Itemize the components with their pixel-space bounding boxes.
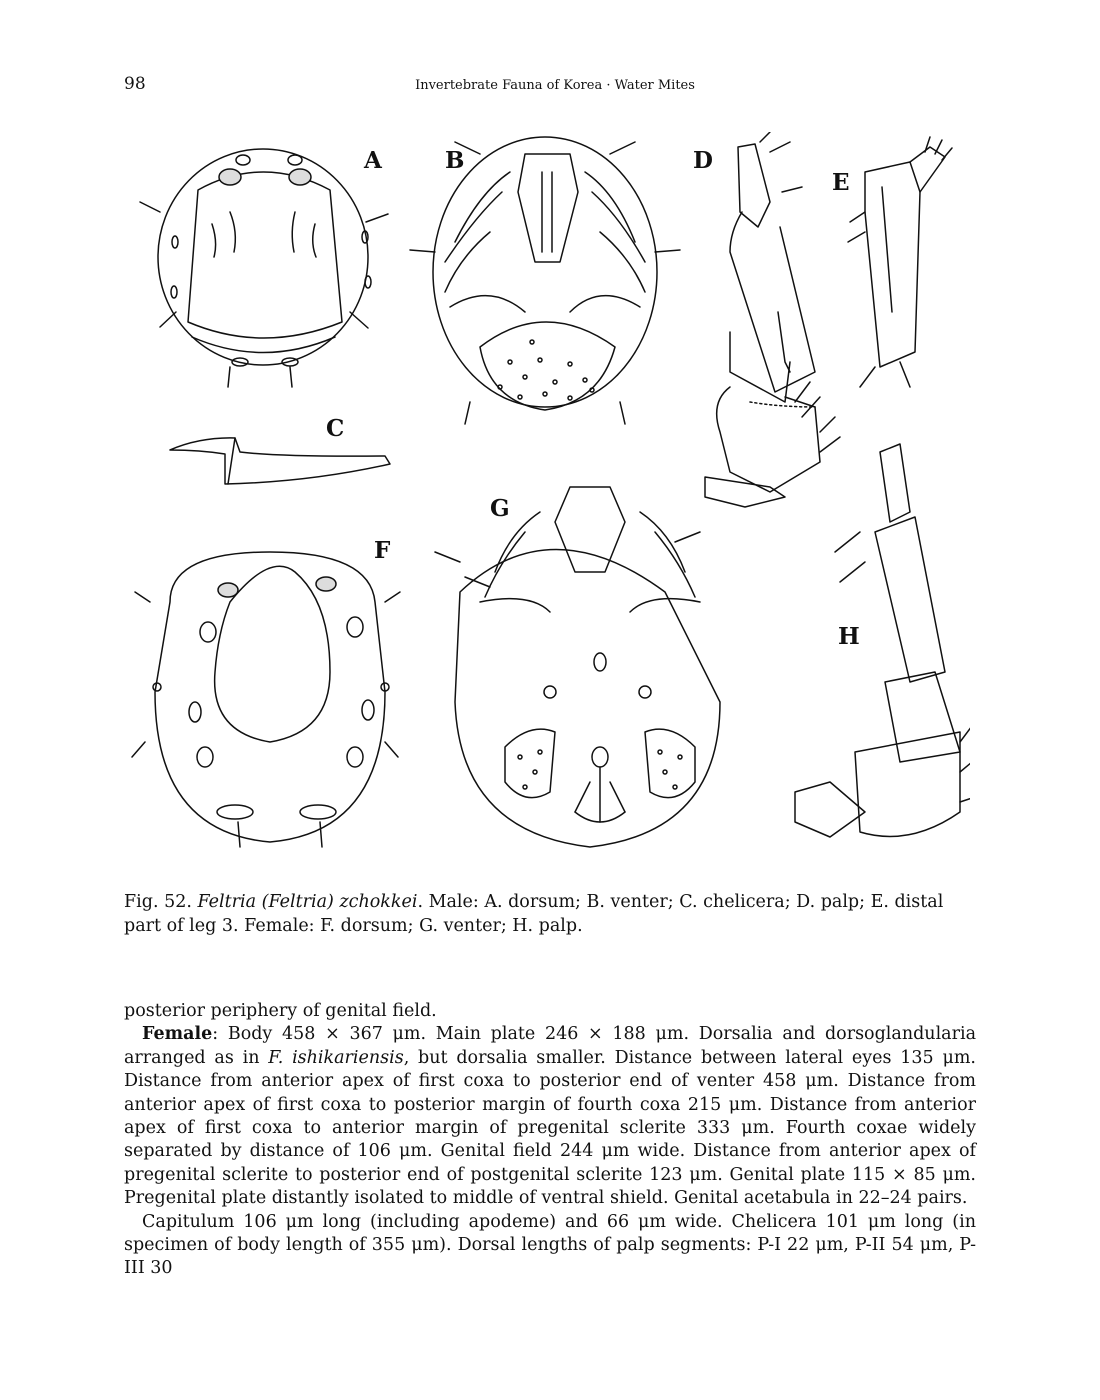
panel-label-b: B [445, 147, 465, 174]
drawing-b-male-venter [410, 137, 680, 424]
species-reference: F. ishikariensis [268, 1047, 404, 1068]
paragraph-3: Capitulum 106 μm long (including apodeme) and 66 μm wide. Chelicera 101 μm long (in specimen of body length of 355 μm). Dorsal lengths of palp segments: P-I 22 μm, P-II 54 μm, P-III 30 [124, 1211, 976, 1279]
panel-label-a: A [364, 147, 382, 174]
drawing-h-female-palp [795, 444, 970, 837]
panel-label-h: H [838, 623, 860, 650]
page-number: 98 [124, 74, 146, 94]
paragraph-2 [124, 1023, 976, 1210]
drawing-a-male-dorsum [140, 149, 388, 387]
figure-plate [130, 132, 970, 862]
caption-text: . Male: A. dorsum; B. venter; C. chelicera; D. palp; E. distal part of leg 3. Female: F. dorsum; G. venter; H. palp. [124, 892, 944, 936]
drawing-f-female-dorsum [132, 552, 400, 847]
drawing-c-chelicera [170, 438, 390, 484]
figure-drawings [130, 132, 970, 862]
panel-label-g: G [490, 495, 510, 522]
running-head: Invertebrate Fauna of Korea · Water Mites [415, 78, 695, 93]
paragraph-2-part-1: : Body 458 × 367 μm. Main plate 246 × 188 μm. Dorsalia and dorsoglandularia arranged as in [124, 1024, 976, 1068]
panel-label-e: E [832, 169, 850, 196]
caption-subgenus: (Feltria) [261, 892, 334, 912]
caption-species: zchokkei [339, 892, 418, 912]
panel-label-f: F [374, 537, 391, 564]
drawing-g-female-venter [435, 487, 720, 847]
panel-label-d: D [693, 147, 713, 174]
body-text [124, 1000, 976, 1281]
paragraph-2-part-2: , but dorsalia smaller. Distance between lateral eyes 135 μm. Distance from anterior apex of first coxa to posterior end of venter 458 μm. Distance from anterior apex of first coxa to posterior margin of fourth coxa 215 μm. Distance from anterior apex of first coxa to anterior margin of pregenital sclerite 333 μm. Fourth coxae widely separated by distance of 106 μm. Genital field 244 μm wide. Distance from anterior apex of pregenital sclerite to posterior end of postgenital sclerite 123 μm. Genital plate 115 × 85 μm. Pregenital plate distantly isolated to middle of ventral shield. Genital acetabula in 22–24 pairs. [124, 1047, 976, 1209]
caption-genus: Feltria [197, 892, 257, 912]
caption-figure-number: Fig. 52. [124, 892, 192, 912]
drawing-e-leg3 [848, 137, 952, 387]
figure-caption [124, 890, 976, 938]
female-heading: Female [142, 1024, 213, 1045]
drawing-d-male-palp [705, 132, 840, 507]
panel-label-c: C [326, 415, 345, 442]
paragraph-1: posterior periphery of genital field. [124, 1001, 437, 1021]
